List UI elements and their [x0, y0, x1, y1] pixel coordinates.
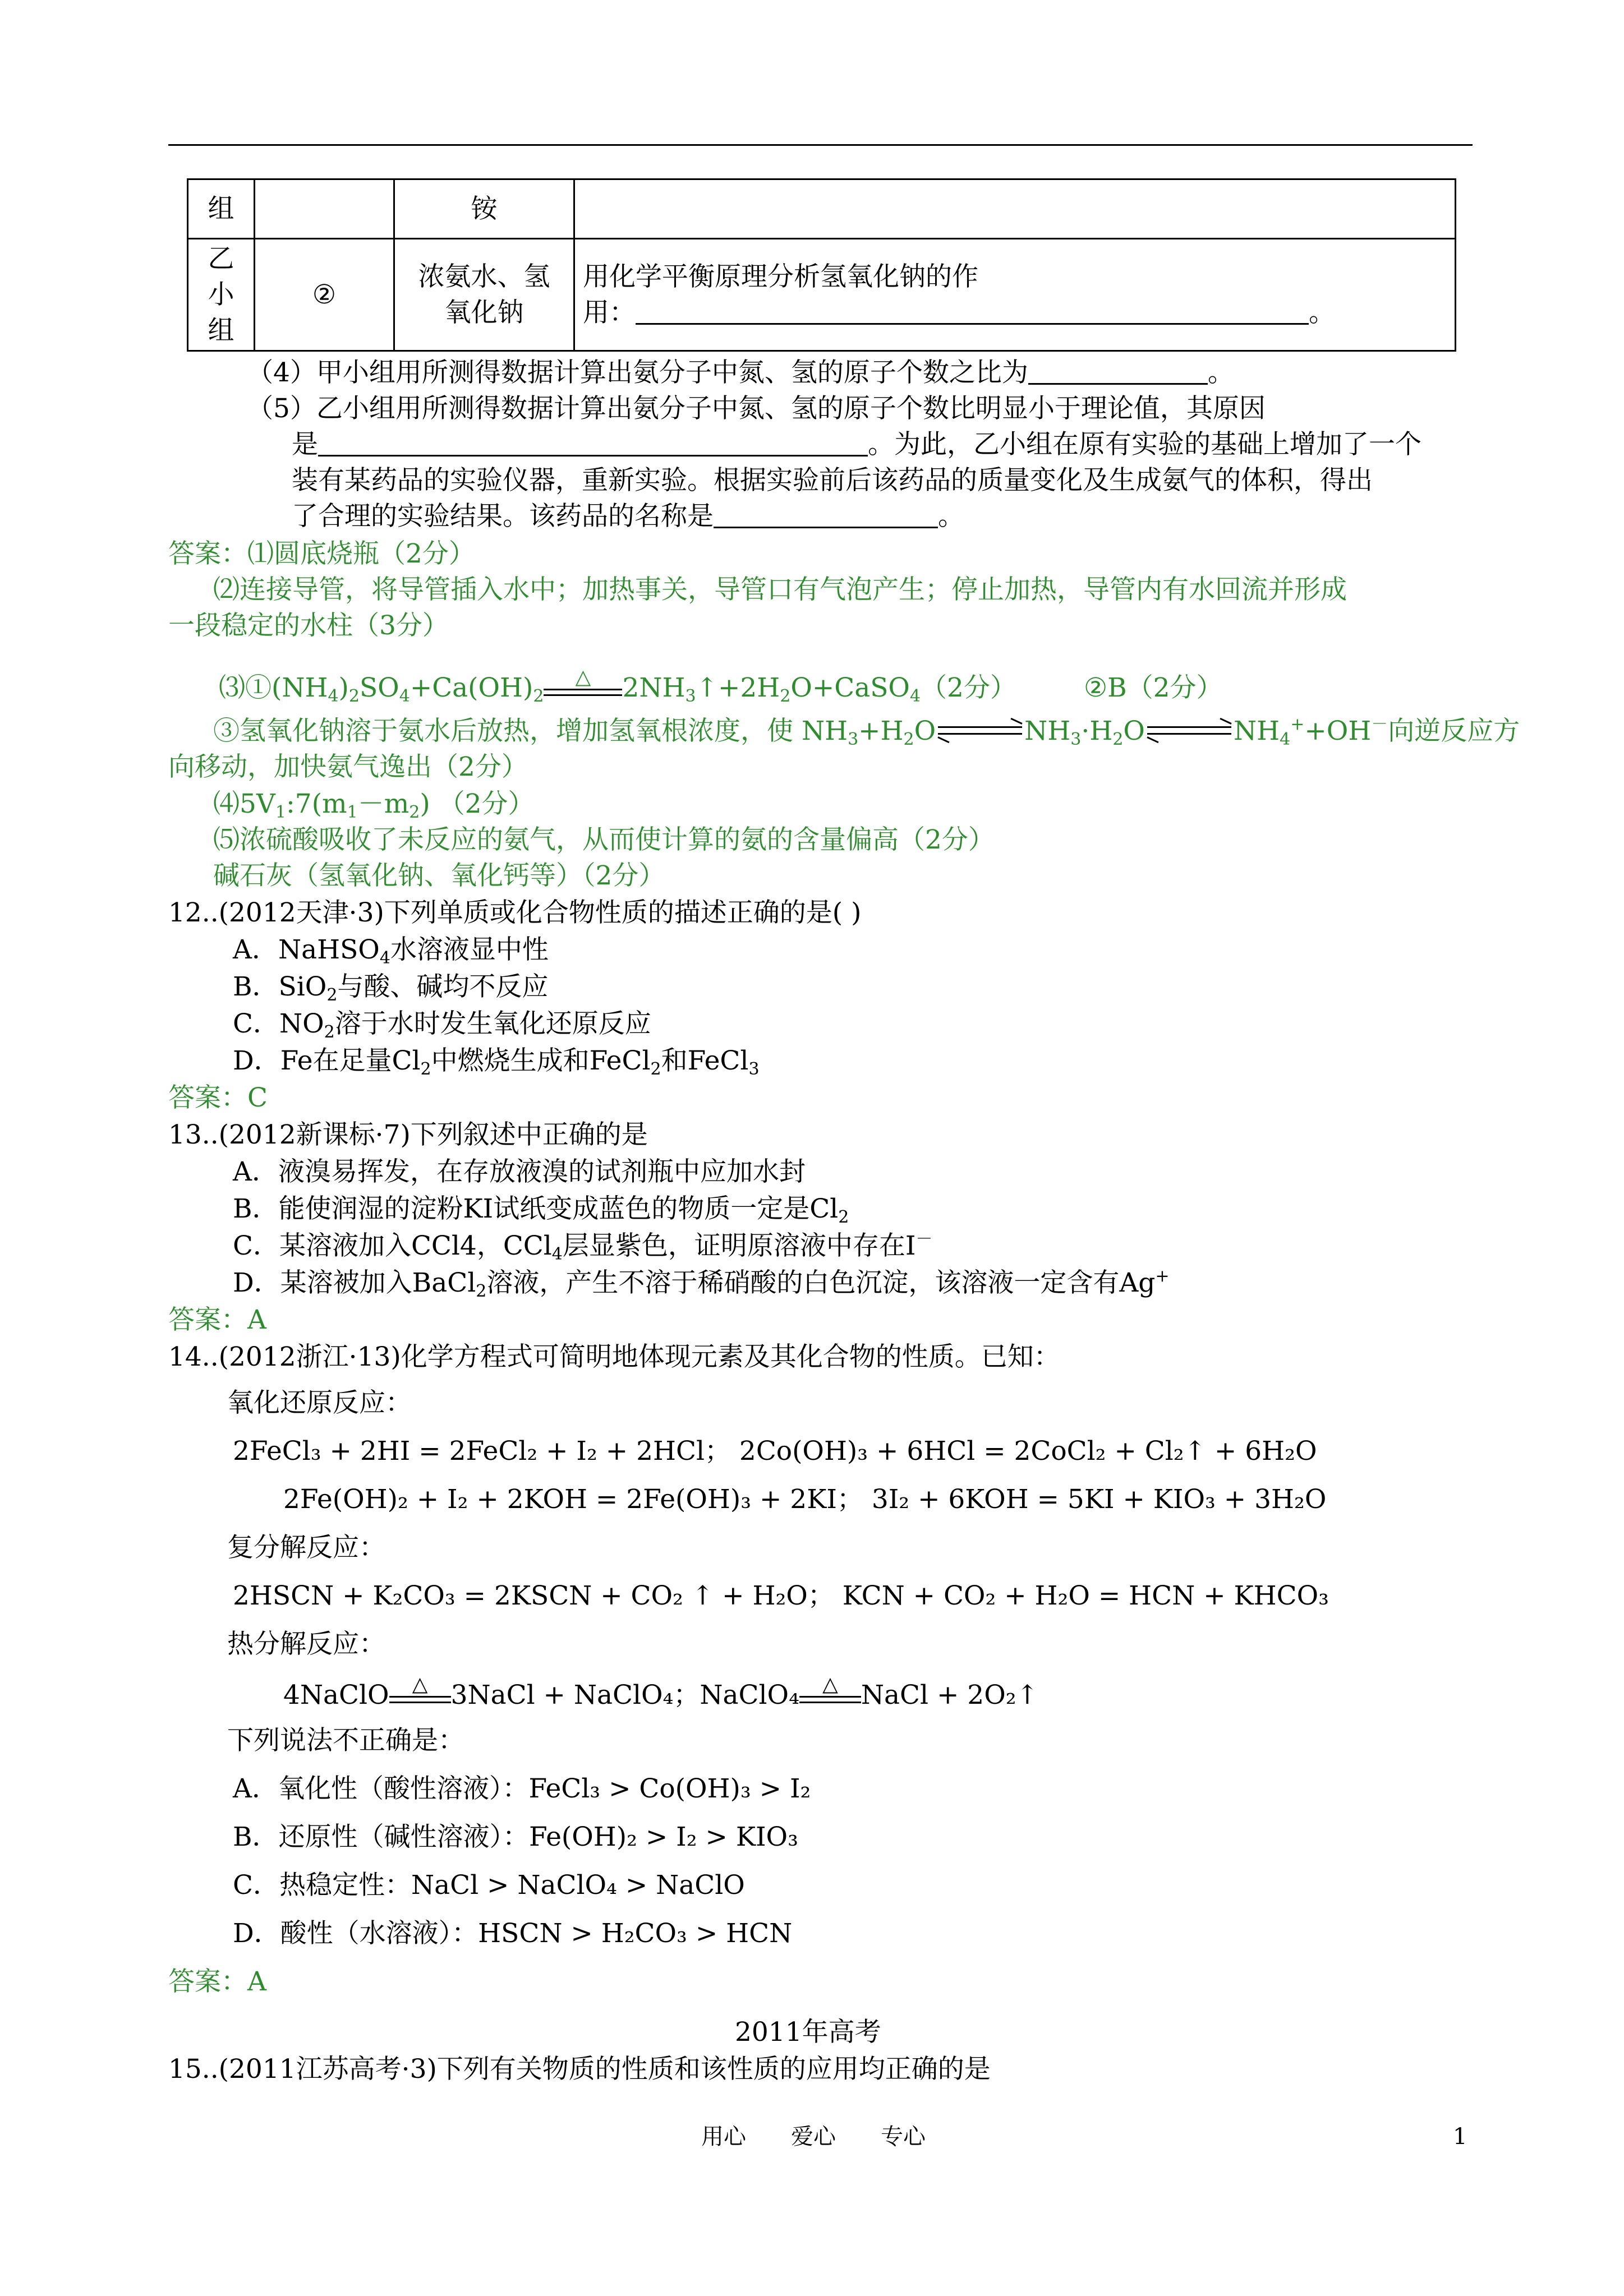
answer-3c: ③氢氧化钠溶于氨水后放热，增加氢氧根浓度，使 $NH_3+H_2O$ $NH_3\cdot H_2O$ $NH_4^++OH^-$向逆反应方 [213, 714, 1520, 749]
option-a: A．NaHSO$_4$水溶液显中性 [233, 934, 549, 968]
table-cell: 乙 小 组 [188, 239, 255, 351]
option-c: C．$NO_2$溶于水时发生氧化还原反应 [233, 1008, 651, 1042]
footer-text: 爱心 [791, 2124, 836, 2150]
equation: 2FeCl₃ + 2HI = 2FeCl₂ + I₂ + 2HCl； 2Co(OH)₃ + 6HCl = 2CoCl₂ + Cl₂↑ + 6H₂O [233, 1436, 1317, 1467]
question-5-line4: 了合理的实验结果。该药品的名称是 。 [292, 501, 964, 532]
cell-text: 氧化钠 [444, 297, 524, 328]
option-d: D．Fe在足量$Cl_2$中燃烧生成和FeCl$_2$和FeCl$_3$ [233, 1045, 760, 1079]
heat-sign: △ [389, 1675, 451, 1711]
equilibrium-arrow [1147, 722, 1231, 744]
option-b: B．能使润湿的淀粉KI试纸变成蓝色的物质一定是$Cl_2$ [233, 1193, 849, 1227]
question-14-ask: 下列说法不正确是： [227, 1725, 464, 1756]
table-cell: 组 [188, 179, 255, 239]
answer-blank [714, 502, 938, 528]
answer-5: ⑸浓硫酸吸收了未反应的氨气，从而使计算的氨的含量偏高（2分） [213, 824, 995, 855]
question-5-line2: 是 。为此，乙小组在原有实验的基础上增加了一个 [292, 429, 1421, 460]
page-number: 1 [1453, 2124, 1467, 2150]
section-label: 热分解反应： [227, 1629, 385, 1659]
option-b: B．SiO$_2$与酸、碱均不反应 [233, 971, 549, 1005]
header-rule [168, 144, 1473, 146]
question-4: （4）甲小组用所测得数据计算出氨分子中氮、氢的原子个数之比为 。 [247, 357, 1234, 388]
option-a: A．氧化性（酸性溶液）：FeCl₃ > Co(OH)₃ > I₂ [233, 1773, 811, 1804]
answer-13: 答案：A [168, 1304, 266, 1335]
section-label: 复分解反应： [227, 1532, 385, 1563]
question-13: 13..(2012新课标·7)下列叙述中正确的是 [168, 1119, 648, 1150]
cell-text: 用化学平衡原理分析氢氧化钠的作 [583, 261, 978, 292]
cell-text: 用： [583, 297, 636, 328]
heat-sign: △ [799, 1675, 861, 1711]
equilibrium-arrow [938, 722, 1022, 744]
question-12: 12..(2012天津·3)下列单质或化合物性质的描述正确的是( ) [168, 897, 862, 928]
question-5: （5）乙小组用所测得数据计算出氨分子中氮、氢的原子个数比明显小于理论值，其原因 [247, 393, 1266, 424]
answer-12: 答案：C [168, 1082, 268, 1113]
answer-3: $⑶①(NH_4)_2SO_4+Ca(OH)_2$ △ $2NH_3↑+2H_2O+CaSO_4(2$分） ②B（2分） [219, 666, 1223, 706]
question-14: 14..(2012浙江·13)化学方程式可简明地体现元素及其化合物的性质。已知： [168, 1341, 1060, 1372]
table-cell [574, 179, 1456, 239]
option-d: D．某溶被加入BaCl$_2$溶液，产生不溶于稀硝酸的白色沉淀，该溶液一定含有Ag+ [233, 1266, 1170, 1301]
experiment-table [187, 178, 1456, 352]
answer-2: ⑵连接导管，将导管插入水中；加热事关，导管口有气泡产生；停止加热，导管内有水回流并形成 [213, 574, 1347, 605]
section-label: 氧化还原反应： [227, 1387, 412, 1418]
equation: 2HSCN + K₂CO₃ = 2KSCN + CO₂ ↑ + H₂O； KCN + CO₂ + H₂O = HCN + KHCO₃ [233, 1580, 1329, 1611]
cell-text: 浓氨水、氢 [418, 261, 550, 292]
answer-14: 答案：A [168, 1966, 266, 1997]
footer-text: 用心 [701, 2124, 746, 2150]
equation: 4NaClO △ 3NaCl + NaClO₄；NaClO₄ △ NaCl + 2O₂↑ [283, 1673, 1038, 1711]
answer-2-cont: 一段稳定的水柱（3分） [168, 610, 449, 641]
equation: 2Fe(OH)₂ + I₂ + 2KOH = 2Fe(OH)₃ + 2KI； 3I₂ + 6KOH = 5KI + KIO₃ + 3H₂O [283, 1484, 1327, 1515]
table-cell [394, 239, 574, 351]
option-a: A．液溴易挥发，在存放液溴的试剂瓶中应加水封 [233, 1156, 806, 1187]
cell-text: 。 [1309, 297, 1335, 328]
section-title: 2011年高考 [735, 2017, 881, 2048]
question-5-line3: 装有某药品的实验仪器，重新实验。根据实验前后该药品的质量变化及生成氨气的体积，得出 [292, 465, 1373, 496]
answer-blank [1028, 358, 1208, 385]
answer-blank [318, 430, 868, 457]
answer-5-cont: 碱石灰（氢氧化钠、氧化钙等）（2分） [213, 860, 665, 891]
option-c: C．热稳定性：NaCl > NaClO₄ > NaClO [233, 1870, 745, 1901]
option-d: D．酸性（水溶液）：HSCN > H₂CO₃ > HCN [233, 1918, 793, 1949]
question-15: 15..(2011江苏高考·3)下列有关物质的性质和该性质的应用均正确的是 [168, 2054, 991, 2085]
heat-sign: △ [544, 667, 622, 703]
answer-blank [636, 298, 1309, 325]
option-c: C．某溶液加入CCl4，CCl$_4$层显紫色，证明原溶液中存在I－ [233, 1229, 933, 1264]
table-cell [255, 179, 394, 239]
answer-3c-cont: 向移动，加快氨气逸出（2分） [168, 751, 528, 782]
table-cell [574, 239, 1456, 351]
answer-4: $⑷5V_1:7(m_1-m_2)$ （2分） [213, 789, 535, 822]
table-cell: 铵 [394, 179, 574, 239]
answer-1: 答案：⑴圆底烧瓶（2分） [168, 538, 475, 569]
option-b: B．还原性（碱性溶液）：Fe(OH)₂ > I₂ > KIO₃ [233, 1822, 798, 1852]
table-cell: ② [255, 239, 394, 351]
footer-text: 专心 [881, 2124, 926, 2150]
